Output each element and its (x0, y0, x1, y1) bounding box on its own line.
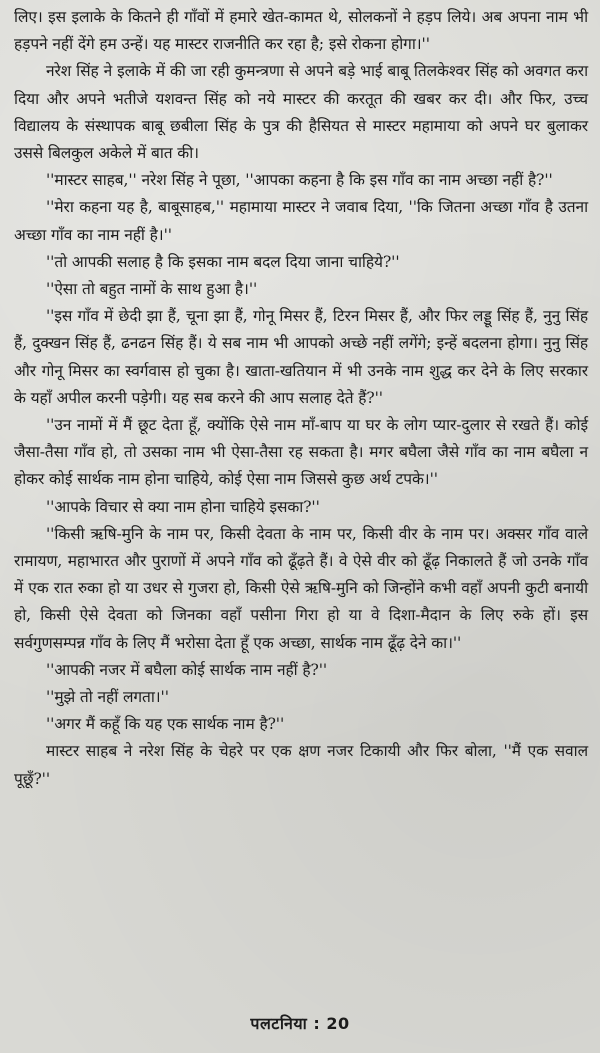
paragraph-13: ''अगर मैं कहूँ कि यह एक सार्थक नाम है?'' (46, 715, 285, 734)
paragraph-8: ''उन नामों में मैं छूट देता हूँ, क्योंकि ऐसे नाम माँ-बाप या घर के लोग प्यार-दुलार से रखते हैं। कोई जैसा-तैसा गाँव हो, तो उसका नाम भी ऐसा-तैसा रह सकता है। मगर बघैला जैसे गाँव का नाम बघैला न होकर कोई सार्थक नाम होना चाहिये, कोई ऐसा नाम जिससे कुछ अर्थ टपके।'' (14, 416, 588, 489)
paragraph-3: ''मास्टर साहब,'' नरेश सिंह ने पूछा, ''आपका कहना है कि इस गाँव का नाम अच्छा नहीं है?'' (46, 171, 553, 190)
paragraph-10: ''किसी ऋषि-मुनि के नाम पर, किसी देवता के नाम पर, किसी वीर के नाम पर। अक्सर गाँव वाले रामायण, महाभारत और पुराणों में अपने गाँव को ढूँढ़ते हैं। वे ऐसे वीर को ढूँढ़ निकालते हैं जो उनके गाँव में एक रात रुका हो या उधर से गुजरा हो, किसी ऐसे ऋषि-मुनि को जिन्होंने कभी वहाँ अपनी कुटी बनायी हो, किसी ऐसे देवता को जिनका वहाँ पसीना गिरा हो या वे दिशा-मैदान के लिए रुके हों। इस सर्वगुणसम्पन्न गाँव के लिए मैं भरोसा देता हूँ एक अच्छा, सार्थक नाम ढूँढ़ देने का।'' (14, 524, 588, 652)
page-footer: पलटनिया : 20 (250, 1014, 350, 1033)
paragraph-6: ''ऐसा तो बहुत नामों के साथ हुआ है।'' (46, 280, 258, 299)
paragraph-14: मास्टर साहब ने नरेश सिंह के चेहरे पर एक क्षण नजर टिकायी और फिर बोला, ''मैं एक सवाल पूछूँ?'' (14, 742, 588, 788)
paragraph-7: ''इस गाँव में छेदी झा हैं, चूना झा हैं, गोनू मिसर हैं, टिरन मिसर हैं, और फिर लड्डू सिंह हैं, नुनु सिंह हैं, दुक्खन सिंह हैं, ढनढन सिंह हैं। ये सब नाम भी आपको अच्छे नहीं लगेंगे; इन्हें बदलना होगा। नुनु सिंह और गोनू मिसर का स्वर्गवास हो चुका है। खाता-खतियान में भी उनके नाम शुद्ध कर देने के लिए सरकार के यहाँ अपील करनी पड़ेगी। यह सब करने की आप सलाह देते हैं?'' (14, 307, 588, 407)
paragraph-11: ''आपकी नजर में बघैला कोई सार्थक नाम नहीं है?'' (46, 660, 328, 679)
paragraph-4: ''मेरा कहना यह है, बाबूसाहब,'' महामाया मास्टर ने जवाब दिया, ''कि जितना अच्छा गाँव है उतना अच्छा गाँव का नाम नहीं है।'' (14, 198, 588, 244)
page-text (14, 4, 588, 793)
paragraph-9: ''आपके विचार से क्या नाम होना चाहिये इसका?'' (46, 497, 320, 516)
paragraph-5: ''तो आपकी सलाह है कि इसका नाम बदल दिया जाना चाहिये?'' (46, 252, 400, 271)
paragraph-12: ''मुझे तो नहीं लगता।'' (46, 688, 169, 707)
paragraph-2: नरेश सिंह ने इलाके में की जा रही कुमन्त्रणा से अपने बड़े भाई बाबू तिलकेश्वर सिंह को अवगत करा दिया और अपने भतीजे यशवन्त सिंह को नये मास्टर की करतूत की खबर कर दी। और फिर, उच्च विद्यालय के संस्थापक बाबू छबीला सिंह के पुत्र की हैसियत से मास्टर महामाया को अपने घर बुलाकर उससे बिलकुल अकेले में बात की। (14, 62, 588, 163)
paragraph-1: लिए। इस इलाके के कितने ही गाँवों में हमारे खेत-कामत थे, सोलकनों ने हड़प लिये। अब अपना नाम भी हड़पने नहीं देंगे हम उन्हें। यह मास्टर राजनीति कर रहा है; इसे रोकना होगा।'' (14, 8, 588, 54)
